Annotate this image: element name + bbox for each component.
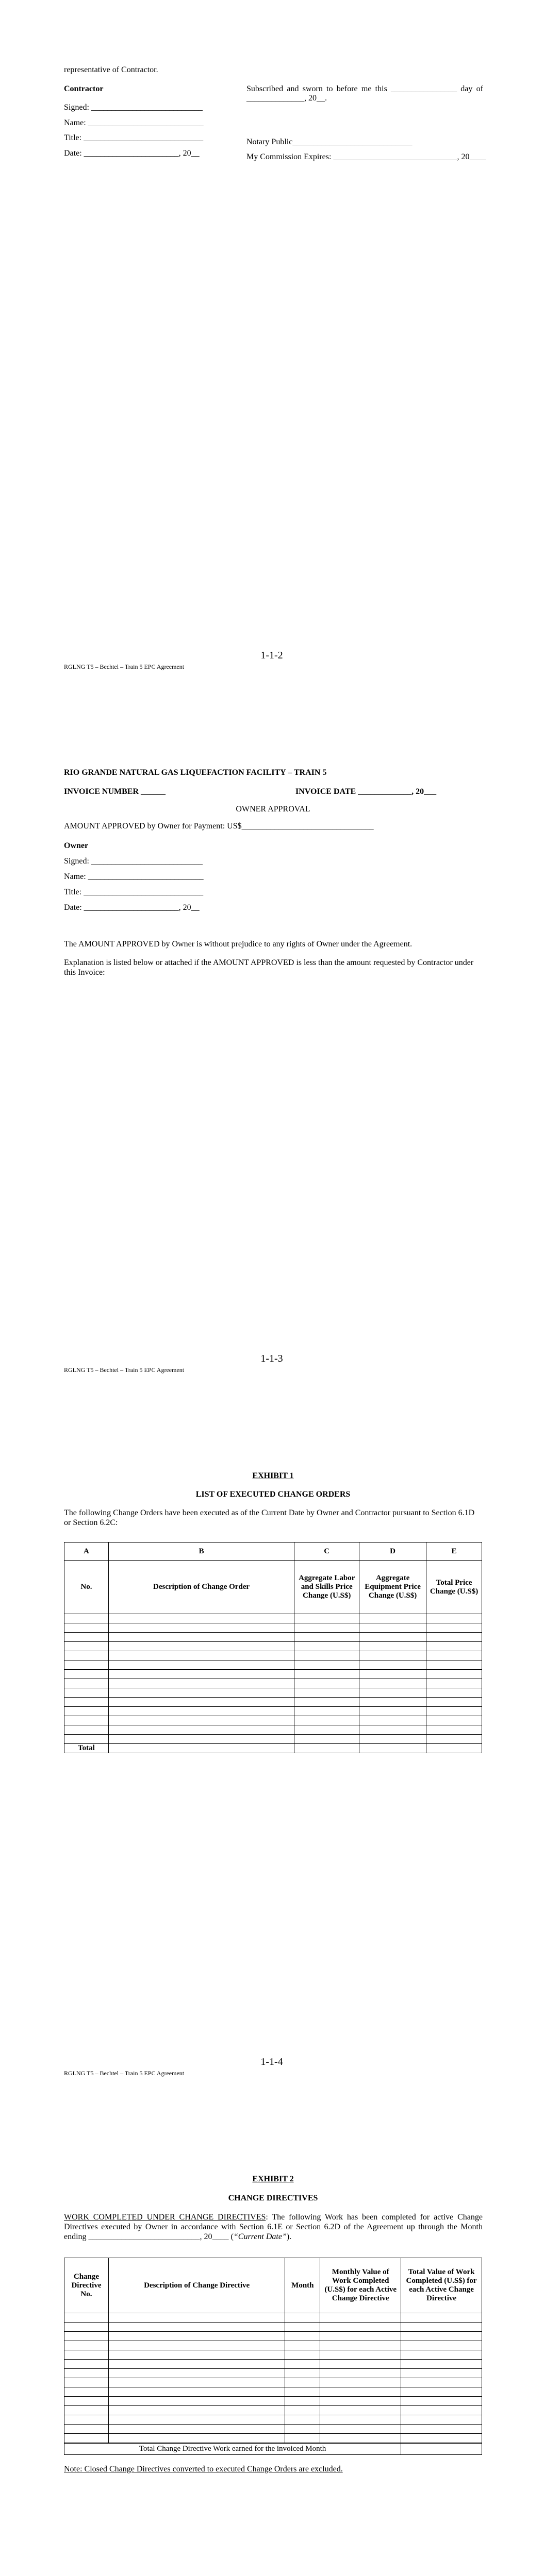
total-label: Total bbox=[64, 1744, 109, 1753]
table-row bbox=[64, 2397, 482, 2406]
table-row bbox=[64, 1651, 482, 1660]
header-monthly-value: Monthly Value of Work Completed (U.S$) for each Active Change Directive bbox=[320, 2258, 401, 2313]
table-row bbox=[64, 1725, 482, 1735]
header-change-directive-no: Change Directive No. bbox=[64, 2258, 109, 2313]
contractor-representative-line: representative of Contractor. bbox=[64, 65, 158, 74]
intro-current-date: “Current Date” bbox=[233, 2232, 287, 2241]
table-row bbox=[64, 2313, 482, 2323]
table-row bbox=[64, 2350, 482, 2360]
notary-public-line: Notary Public_____________________________ bbox=[246, 138, 413, 146]
header-total-value: Total Value of Work Completed (U.S$) for each Active Change Directive bbox=[401, 2258, 482, 2313]
header-description: Description of Change Order bbox=[108, 1561, 294, 1614]
total-earned-value bbox=[401, 2444, 482, 2455]
header-equipment-price-change: Aggregate Equipment Price Change (U.S$) bbox=[359, 1561, 426, 1614]
table-row bbox=[64, 2434, 482, 2443]
owner-heading: Owner bbox=[64, 841, 89, 850]
table-row bbox=[64, 1698, 482, 1707]
page-footer: RGLNG T5 – Bechtel – Train 5 EPC Agreement bbox=[64, 663, 185, 670]
column-letter-a: A bbox=[64, 1543, 109, 1561]
commission-expires-line: My Commission Expires: ______________________________, 20____ bbox=[246, 152, 486, 161]
prejudice-statement: The AMOUNT APPROVED by Owner is without prejudice to any rights of Owner under the Agreement. bbox=[64, 940, 413, 948]
table-row bbox=[64, 1633, 482, 1642]
table-row bbox=[64, 1735, 482, 1744]
table-row bbox=[64, 1688, 482, 1698]
owner-name-line: Name: ____________________________ bbox=[64, 872, 204, 881]
contractor-title-line: Title: _____________________________ bbox=[64, 133, 204, 142]
table-row bbox=[64, 1670, 482, 1679]
explanation-statement: Explanation is listed below or attached if the AMOUNT APPROVED is less than the amount requested by Contractor under this Invoice: bbox=[64, 958, 474, 977]
page-number: 1-1-2 bbox=[260, 650, 283, 661]
intro-body: : The following Work has been completed for active Change Directives executed by Owner in accordance with Section 6.1E or Section 6.2D of the Agreement up through the Month ending ___________________________, 20____ ( bbox=[64, 2213, 483, 2241]
table-row bbox=[64, 2415, 482, 2425]
invoice-number-line: INVOICE NUMBER ______ bbox=[64, 787, 166, 796]
change-directives-table bbox=[64, 2258, 482, 2443]
page-number: 1-1-4 bbox=[260, 2056, 283, 2067]
table-row bbox=[64, 2360, 482, 2369]
facility-heading: RIO GRANDE NATURAL GAS LIQUEFACTION FACILITY – TRAIN 5 bbox=[64, 768, 327, 777]
column-letter-d: D bbox=[359, 1543, 426, 1561]
amount-approved-line: AMOUNT APPROVED by Owner for Payment: US$________________________________ bbox=[64, 822, 374, 831]
total-earned-label: Total Change Directive Work earned for the invoiced Month bbox=[64, 2444, 401, 2455]
table-row bbox=[64, 1642, 482, 1651]
column-letter-b: B bbox=[108, 1543, 294, 1561]
exhibit-2-heading: EXHIBIT 2 bbox=[252, 2175, 294, 2183]
exhibit-1-heading: EXHIBIT 1 bbox=[252, 1471, 294, 1480]
table-row bbox=[64, 2323, 482, 2332]
change-orders-intro: The following Change Orders have been executed as of the Current Date by Owner and Contractor pursuant to Section 6.1D or Section 6.2C: bbox=[64, 1509, 475, 1527]
contractor-date-line: Date: _______________________, 20__ bbox=[64, 149, 200, 158]
contractor-signed-line: Signed: ___________________________ bbox=[64, 103, 203, 112]
owner-title-line: Title: _____________________________ bbox=[64, 888, 204, 896]
subscribed-sworn-line-2: ______________, 20__. bbox=[246, 94, 327, 103]
header-no: No. bbox=[64, 1561, 109, 1614]
intro-underlined-heading: WORK COMPLETED UNDER CHANGE DIRECTIVES bbox=[64, 2213, 266, 2222]
table-row bbox=[64, 2378, 482, 2387]
table-row bbox=[64, 2332, 482, 2341]
contractor-heading: Contractor bbox=[64, 84, 104, 93]
subscribed-sworn-line: Subscribed and sworn to before me this ________________ day of bbox=[246, 84, 483, 93]
intro-end: ). bbox=[286, 2232, 292, 2241]
column-letter-e: E bbox=[426, 1543, 482, 1561]
contractor-name-line: Name: ____________________________ bbox=[64, 118, 204, 127]
table-row bbox=[64, 1614, 482, 1623]
table-row bbox=[64, 2387, 482, 2397]
table-row bbox=[64, 2341, 482, 2350]
total-row bbox=[64, 1744, 482, 1753]
owner-date-line: Date: _______________________, 20__ bbox=[64, 903, 200, 912]
column-letter-c: C bbox=[294, 1543, 359, 1561]
page-3 bbox=[0, 1406, 544, 2110]
invoice-date-line: INVOICE DATE _____________, 20___ bbox=[295, 787, 437, 796]
owner-signed-line: Signed: ___________________________ bbox=[64, 857, 203, 866]
change-directives-title: CHANGE DIRECTIVES bbox=[228, 2194, 318, 2202]
table-row bbox=[64, 1707, 482, 1716]
header-labor-skills-price-change: Aggregate Labor and Skills Price Change (U.S$) bbox=[294, 1561, 359, 1614]
closed-directives-note: Note: Closed Change Directives converted to executed Change Orders are excluded. bbox=[64, 2465, 343, 2473]
table-row bbox=[64, 1679, 482, 1688]
change-orders-table bbox=[64, 1542, 482, 1753]
page-2 bbox=[0, 703, 544, 1406]
header-description: Description of Change Directive bbox=[108, 2258, 285, 2313]
owner-approval-heading: OWNER APPROVAL bbox=[236, 805, 310, 814]
change-directives-intro bbox=[64, 2212, 483, 2242]
total-earned-table bbox=[64, 2443, 482, 2455]
page-1 bbox=[0, 0, 544, 703]
table-row bbox=[64, 2406, 482, 2415]
executed-change-orders-title: LIST OF EXECUTED CHANGE ORDERS bbox=[195, 1490, 351, 1499]
header-month: Month bbox=[285, 2258, 320, 2313]
page-footer: RGLNG T5 – Bechtel – Train 5 EPC Agreement bbox=[64, 1366, 185, 1374]
table-row bbox=[64, 2369, 482, 2378]
table-row bbox=[64, 1623, 482, 1633]
table-row bbox=[64, 1660, 482, 1670]
page-4 bbox=[0, 2110, 544, 2576]
page-footer: RGLNG T5 – Bechtel – Train 5 EPC Agreement bbox=[64, 2070, 185, 2077]
table-row bbox=[64, 1716, 482, 1725]
header-total-price-change: Total Price Change (U.S$) bbox=[426, 1561, 482, 1614]
page-number: 1-1-3 bbox=[260, 1353, 283, 1364]
table-row bbox=[64, 2425, 482, 2434]
